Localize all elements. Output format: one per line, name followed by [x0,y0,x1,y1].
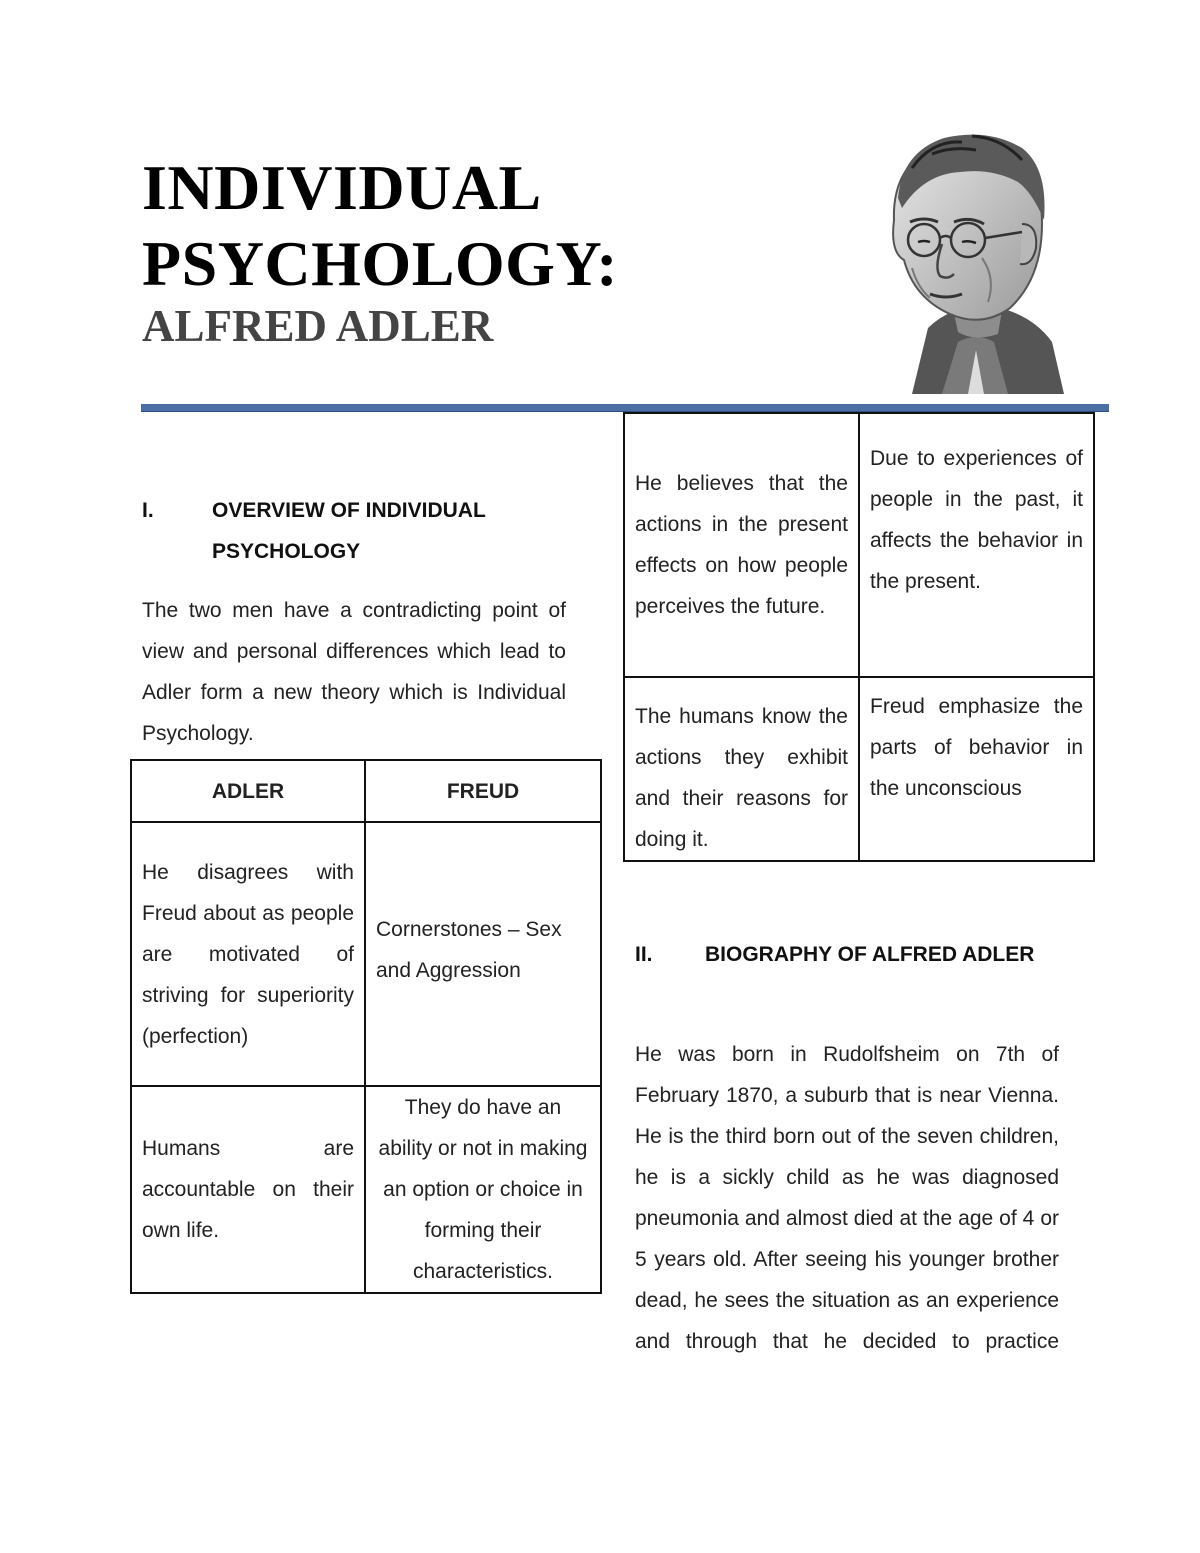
section-1-paragraph: The two men have a contradicting point of view and personal differences which lead to Adler form a new theory which is Individual Psychology. [142,599,566,745]
section-1-title: OVERVIEW OF INDIVIDUAL PSYCHOLOGY [212,499,486,563]
column-header-freud: FREUD [365,760,601,822]
table-cell: The humans know the actions they exhibit and their reasons for doing it. [624,677,859,861]
title-line-1: INDIVIDUAL [142,152,542,223]
portrait-image [872,128,1070,394]
section-2-heading [635,934,1059,975]
section-1-heading [142,490,582,572]
table-row [624,413,1094,677]
table-cell: Due to experiences of people in the past, it affects the behavior in the present. [859,413,1094,677]
comparison-table-continued [623,412,1095,862]
table-row [131,1086,601,1293]
table-cell: He disagrees with Freud about as people are motivated of striving for superiority (perfection) [131,822,365,1086]
table-cell: They do have an ability or not in making an option or choice in forming their characteristics. [365,1086,601,1293]
page-subtitle: ALFRED ADLER [142,301,494,351]
column-header-adler: ADLER [131,760,365,822]
page-title [142,150,618,302]
title-line-2: PSYCHOLOGY: [142,228,619,299]
table-cell: Humans are accountable on their own life. [131,1086,365,1293]
table-header-row [131,760,601,822]
section-2-title: BIOGRAPHY OF ALFRED ADLER [705,943,1035,966]
table-row [624,677,1094,861]
section-2-paragraph: He was born in Rudolfsheim on 7th of February 1870, a suburb that is near Vienna. He is the third born out of the seven children, he is a sickly child as he was diagnosed pneumonia and almost died at the age of 4 or 5 years old. After seeing his younger brother dead, he sees the situation as an experience and through that he decided to practice [635,1043,1059,1353]
table-cell: Freud emphasize the parts of behavior in the unconscious [859,677,1094,861]
table-row [131,822,601,1086]
section-1-number: I. [142,499,154,522]
table-cell: He believes that the actions in the present effects on how people perceives the future. [624,413,859,677]
comparison-table [130,759,602,1294]
section-2-number: II. [635,943,653,966]
header-divider [141,404,1109,412]
table-cell: Cornerstones – Sex and Aggression [365,822,601,1086]
